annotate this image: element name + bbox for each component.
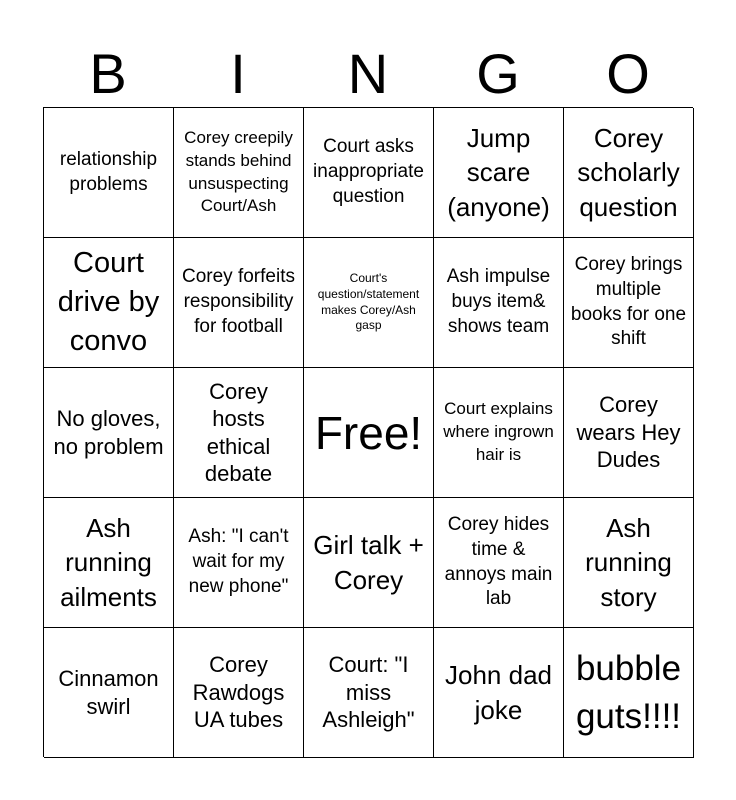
bingo-cell-o5[interactable] [564, 628, 694, 758]
bingo-cell-b5[interactable] [44, 628, 174, 758]
cell-label: Ash running story [585, 513, 672, 612]
cell-label: Corey creepily stands behind unsuspecting Court/Ash [184, 127, 293, 216]
cell-label: Court: "I miss Ashleigh" [322, 652, 415, 733]
cell-label: relationship problems [59, 148, 158, 195]
cell-label: Corey hosts ethical debate [204, 378, 273, 486]
bingo-cell-b4[interactable] [44, 498, 174, 628]
cell-label: Court asks inappropriate question [313, 136, 424, 207]
bingo-cell-i3[interactable] [174, 368, 304, 498]
bingo-header [43, 40, 693, 108]
cell-label: Corey Rawdogs UA tubes [192, 652, 285, 733]
bingo-cell-o3[interactable] [564, 368, 694, 498]
bingo-cell-b1[interactable] [44, 108, 174, 238]
bingo-cell-g4[interactable] [434, 498, 564, 628]
header-letter-g: G [476, 42, 520, 105]
bingo-cell-g3[interactable] [434, 368, 564, 498]
bingo-cell-free[interactable] [304, 368, 434, 498]
header-letter-b: B [89, 42, 127, 105]
bingo-cell-i1[interactable] [174, 108, 304, 238]
bingo-cell-n1[interactable] [304, 108, 434, 238]
bingo-cell-n2[interactable] [304, 238, 434, 368]
bingo-cell-n5[interactable] [304, 628, 434, 758]
bingo-cell-o4[interactable] [564, 498, 694, 628]
cell-label: Corey forfeits responsibility for football [182, 266, 295, 337]
cell-label: Corey hides time & annoys main lab [444, 514, 553, 610]
header-letter-n: N [347, 42, 389, 105]
cell-label: Corey brings multiple books for one shift [570, 254, 687, 350]
cell-label: Court's question/statement makes Corey/Ash gasp [317, 271, 420, 333]
bingo-cell-g2[interactable] [434, 238, 564, 368]
bingo-cell-i4[interactable] [174, 498, 304, 628]
bingo-cell-b2[interactable] [44, 238, 174, 368]
cell-label: Jump scare (anyone) [447, 123, 550, 222]
bingo-cell-i5[interactable] [174, 628, 304, 758]
bingo-board [43, 107, 693, 757]
cell-label: Girl talk + Corey [313, 530, 424, 595]
bingo-cell-g1[interactable] [434, 108, 564, 238]
bingo-cell-i2[interactable] [174, 238, 304, 368]
cell-label: No gloves, no problem [53, 406, 164, 459]
bingo-cell-b3[interactable] [44, 368, 174, 498]
cell-label: Ash impulse buys item& shows team [446, 266, 551, 337]
bingo-cell-g5[interactable] [434, 628, 564, 758]
cell-label: John dad joke [445, 660, 552, 725]
cell-label: Corey wears Hey Dudes [576, 392, 681, 473]
header-letter-i: I [230, 42, 246, 105]
cell-label: Court drive by convo [57, 246, 160, 358]
cell-label: Corey scholarly question [577, 123, 680, 222]
bingo-cell-n4[interactable] [304, 498, 434, 628]
bingo-cell-o1[interactable] [564, 108, 694, 238]
cell-label: Court explains where ingrown hair is [443, 399, 554, 464]
cell-label: Cinnamon swirl [58, 666, 159, 719]
cell-label: Ash running ailments [60, 513, 157, 612]
cell-label: Free! [314, 406, 423, 459]
cell-label: Ash: "I can't wait for my new phone" [188, 526, 289, 597]
header-letter-o: O [606, 42, 650, 105]
bingo-cell-o2[interactable] [564, 238, 694, 368]
cell-label: bubble guts!!!! [575, 649, 682, 736]
